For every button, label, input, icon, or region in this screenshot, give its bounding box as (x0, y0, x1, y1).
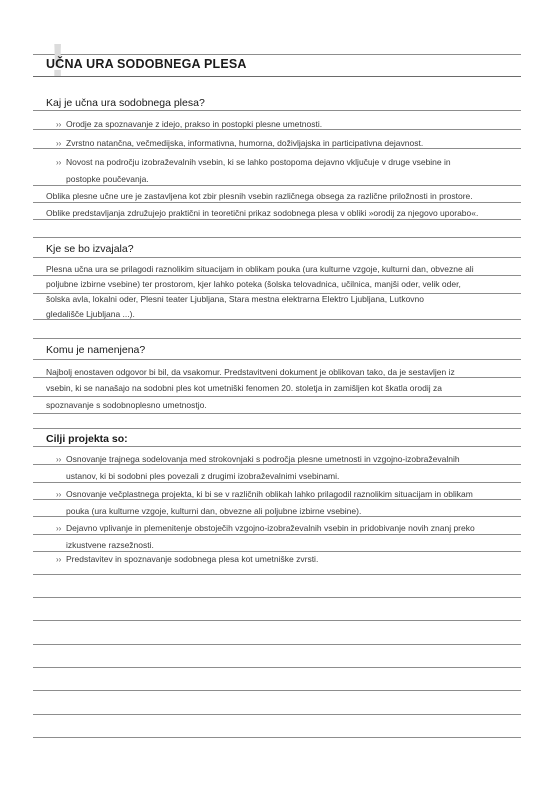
list-item: ›› Zvrstno natančna, večmedijska, informativna, humorna, doživljajska in participativna dejavnost. (56, 135, 423, 152)
list-item: ›› Osnovanje trajnega sodelovanja med strokovnjaki s področja plesne umetnosti in vzgojno-izobraževalnih ustanov, ki bi sodobni ples povezali z drugimi izobraževalnimi vsebinami. (56, 451, 460, 485)
ruled-line (33, 597, 521, 598)
decorative-exclamation-icon: ! (50, 34, 66, 86)
section-heading-what: Kaj je učna ura sodobnega plesa? (46, 97, 205, 109)
list-item: ›› Osnovanje večplastnega projekta, ki bi se v različnih oblikah lahko prilagodil raznolikim situacijam in oblikam pouka (ura kulturne vzgoje, kulturni dan, obvezne ali poljubne izbirne vsebine). (56, 486, 473, 520)
body-line: Oblika plesne učne ure je zastavljena kot zbir plesnih vsebin različnega obsega za različne priložnosti in prostore. (46, 191, 473, 201)
body-line: poljubne izbirne vsebine) ter prostorom, kjer lahko poteka (šolska telovadnica, učilnica, manjši oder, velik oder, (46, 279, 461, 289)
ruled-line (33, 574, 521, 575)
body-line: Oblike predstavljanja združujejo praktični in teoretični prikaz sodobnega plesa v obliki »orodij za njegovo uporabo«. (46, 208, 479, 218)
list-item: ›› Novost na področju izobraževalnih vsebin, ki se lahko postopoma dejavno vključuje v druge vsebine in postopke poučevanja. (56, 154, 451, 188)
ruled-line (33, 690, 521, 691)
ruled-line (33, 446, 521, 447)
ruled-line (33, 359, 521, 360)
section-heading-who: Komu je namenjena? (46, 344, 146, 356)
ruled-line (33, 620, 521, 621)
bullet-marker: ›› (56, 158, 62, 167)
ruled-line (33, 237, 521, 238)
page-title: UČNA URA SODOBNEGA PLESA (46, 57, 247, 71)
body-line: šolska avla, lokalni oder, Plesni teater Ljubljana, Stara mestna elektrarna Elektro Ljubljana, Lutkovno (46, 294, 424, 304)
bullet-marker: ›› (56, 490, 62, 499)
ruled-line (33, 257, 521, 258)
ruled-line (33, 110, 521, 111)
section-heading-goals: Cilji projekta so: (46, 433, 128, 445)
bullet-marker: ›› (56, 555, 62, 564)
list-item: ›› Orodje za spoznavanje z idejo, prakso in postopki plesne umetnosti. (56, 116, 322, 133)
ruled-line (33, 428, 521, 429)
section-heading-where: Kje se bo izvajala? (46, 243, 134, 255)
bullet-marker: ›› (56, 139, 62, 148)
ruled-line (33, 667, 521, 668)
body-line: vsebin, ki se nanašajo na sodobni ples kot umetniški fenomen 20. stoletja in zamišljen kot škatla orodij za (46, 383, 442, 393)
bullet-marker: ›› (56, 120, 62, 129)
bullet-marker: ›› (56, 524, 62, 533)
ruled-line (33, 338, 521, 339)
bullet-marker: ›› (56, 455, 62, 464)
ruled-line (33, 737, 521, 738)
list-item: ›› Dejavno vplivanje in plemenitenje obstoječih vzgojno-izobraževalnih vsebin in pridobivanje novih znanj preko izkustvene razsežnosti. (56, 520, 475, 554)
body-line: spoznavanje s sodobnoplesno umetnostjo. (46, 400, 207, 410)
list-item: ›› Predstavitev in spoznavanje sodobnega plesa kot umetniške zvrsti. (56, 551, 318, 568)
ruled-line (33, 76, 521, 77)
ruled-line (33, 644, 521, 645)
body-line: Najbolj enostaven odgovor bi bil, da vsakomur. Predstavitveni dokument je oblikovan tako, da je sestavljen iz (46, 367, 455, 377)
body-line: gledališče Ljubljana ...). (46, 309, 135, 319)
ruled-line (33, 54, 521, 55)
body-line: Plesna učna ura se prilagodi raznolikim situacijam in oblikam pouka (ura kulturne vzgoje, kulturni dan, obvezne ali (46, 264, 474, 274)
ruled-line (33, 714, 521, 715)
